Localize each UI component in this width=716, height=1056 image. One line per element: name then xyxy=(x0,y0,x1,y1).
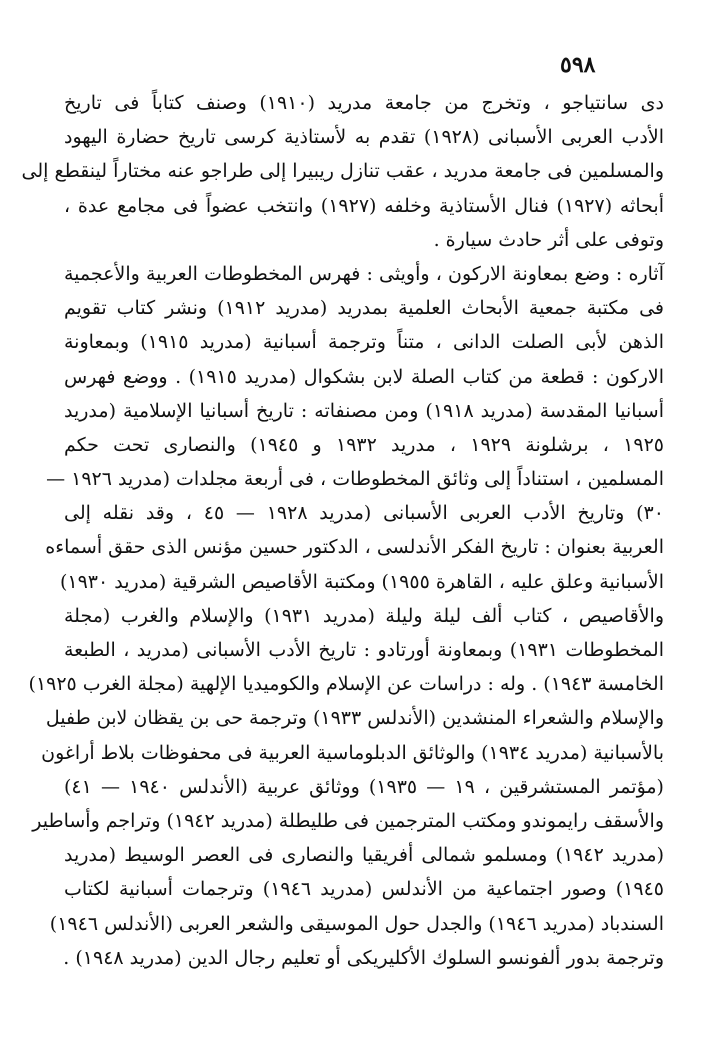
text-line: الخامسة ١٩٤٣) . وله : دراسات عن الإسلام والكوميديا الإلهية (مجلة الغرب ١٩٢٥) xyxy=(28,673,664,696)
text-line: آثاره : وضع بمعاونة الاركون ، وأويثى : فهرس المخطوطات العربية والأعجمية xyxy=(64,262,664,285)
text-line: المسلمين ، استناداً إلى وثائق المخطوطات ، فى أربعة مجلدات (مدريد ١٩٢٦ — xyxy=(46,468,664,491)
body-text xyxy=(21,86,665,975)
text-line: وترجمة بدور ألفونسو السلوك الأكليريكى أو تعليم رجال الدين (مدريد ١٩٤٨) . xyxy=(63,946,664,969)
text-line: وتوفى على أثر حادث سيارة . xyxy=(433,228,664,251)
text-line: المخطوطات ١٩٣١) وبمعاونة أورتادو : تاريخ الأدب الأسبانى (مدريد ، الطبعة xyxy=(64,639,664,661)
text-line: الاركون : قطعة من كتاب الصلة لابن بشكوال (مدريد ١٩١٥) . ووضع فهرس xyxy=(64,365,665,388)
text-line: دى سانتياجو ، وتخرج من جامعة مدريد (١٩١٠) وصنف كتاباً فى تاريخ xyxy=(64,92,664,114)
text-line: العربية بعنوان : تاريخ الفكر الأندلسى ، الدكتور حسين مؤنس الذى حقق أسماءه xyxy=(45,536,664,559)
text-line: أبحاثه (١٩٢٧) فنال الأستاذية وخلفه (١٩٢٧) وانتخب عضواً فى مجامع عدة ، xyxy=(64,194,664,217)
text-line: ١٩٤٥) وصور اجتماعية من الأندلس (مدريد ١٩٤٦) وترجمات أسبانية لكتاب xyxy=(64,878,664,901)
text-line: السندباد (مدريد ١٩٤٦) والجدل حول الموسيقى والشعر العربى (الأندلس ١٩٤٦) xyxy=(49,912,664,935)
text-line: فى مكتبة جمعية الأبحاث العلمية بمدريد (مدريد ١٩١٢) ونشر كتاب تقويم xyxy=(64,297,664,320)
text-line: الأدب العربى الأسبانى (١٩٢٨) تقدم به لأستاذية كرسى تاريخ حضارة اليهود xyxy=(64,126,664,149)
text-line: ٣٠) وتاريخ الأدب العربى الأسبانى (مدريد ١٩٢٨ — ٤٥ ، وقد نقله إلى xyxy=(64,502,664,525)
text-line: والأسقف رايموندو ومكتب المترجمين فى طليطلة (مدريد ١٩٤٢) وتراجم وأساطير xyxy=(32,809,664,832)
text-line: الذهن لأبى الصلت الدانى ، متناً وترجمة أسبانية (مدريد ١٩١٥) وبمعاونة xyxy=(64,331,664,354)
text-line: ١٩٢٥ ، برشلونة ١٩٢٩ ، مدريد ١٩٣٢ و ١٩٤٥) والنصارى تحت حكم xyxy=(64,433,664,456)
text-line: بالأسبانية (مدريد ١٩٣٤) والوثائق الدبلوماسية العربية فى محفوظات بلاط أراغون xyxy=(41,741,664,764)
text-line: والمسلمين فى جامعة مدريد ، عقب تنازل ريبيرا إلى طراجو عنه مختاراً لينقطع إلى xyxy=(21,160,664,183)
page-number: ٥٩٨ xyxy=(560,52,596,78)
text-line: الأسبانية وعلق عليه ، القاهرة ١٩٥٥) ومكتبة الأقاصيص الشرقية (مدريد ١٩٣٠) xyxy=(59,570,664,593)
text-line: (مؤتمر المستشرقين ، ١٩ — ١٩٣٥) ووثائق عربية (الأندلس ١٩٤٠ — ٤١) xyxy=(64,775,664,798)
text-line: أسبانيا المقدسة (مدريد ١٩١٨) ومن مصنفاته : تاريخ أسبانيا الإسلامية (مدريد xyxy=(64,399,664,422)
text-line: (مدريد ١٩٤٢) ومسلمو شمالى أفريقيا والنصارى فى العصر الوسيط (مدريد xyxy=(64,844,664,867)
text-line: والإسلام والشعراء المنشدين (الأندلس ١٩٣٣) وترجمة حى بن يقظان لابن طفيل xyxy=(45,707,664,730)
text-line: والأقاصيص ، كتاب ألف ليلة وليلة (مدريد ١٩٣١) والإسلام والغرب (مجلة xyxy=(64,604,665,627)
